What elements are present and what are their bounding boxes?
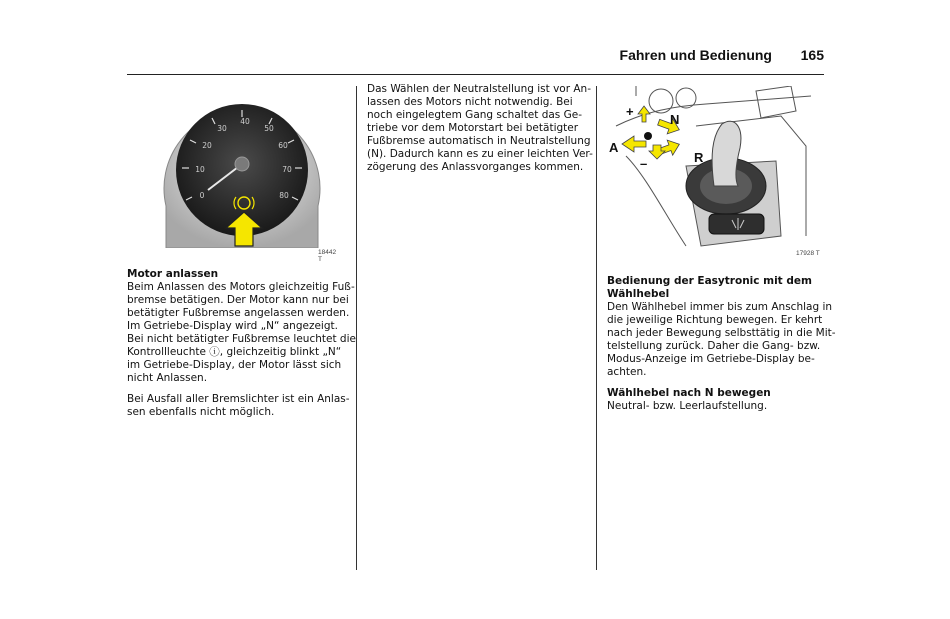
text-line: zögerung des Anlassvorganges kommen. <box>367 161 584 173</box>
gear-lever-illustration <box>606 86 826 252</box>
text-line: im Getriebe-Display, der Motor lässt sich <box>127 359 342 371</box>
section-heading: Motor anlassen <box>127 268 219 280</box>
text-line: Den Wählhebel immer bis zum Anschlag in <box>607 301 833 313</box>
figure-code: 18442 T <box>318 249 337 263</box>
text-line: bremse betätigen. Der Motor kann nur bei <box>127 294 349 306</box>
column-divider-right <box>596 86 597 570</box>
tick-label-40: 40 <box>240 117 250 126</box>
text-line: Das Wählen der Neutralstellung ist vor An- <box>367 83 591 95</box>
console-switch <box>709 214 764 234</box>
arrow-left-icon <box>622 136 646 152</box>
text-line: telstellung zurück. Daher die Gang- bzw. <box>607 340 821 352</box>
right-column <box>607 275 836 413</box>
arrow-up-icon <box>638 106 650 122</box>
label-minus: – <box>640 156 648 171</box>
tick-label-30: 30 <box>217 124 227 133</box>
text-line: die jeweilige Richtung bewegen. Er kehrt <box>607 314 823 326</box>
label-a: A <box>609 140 619 155</box>
tick-label-0: 0 <box>199 191 205 200</box>
text-line: noch eingelegtem Gang schaltet das Ge- <box>367 109 582 121</box>
text-line: triebe vor dem Motorstart bei betätigter <box>367 122 579 134</box>
tick-label-50: 50 <box>264 124 274 133</box>
text-line: Bei nicht betätigter Fußbremse leuchtet die <box>127 333 356 345</box>
text-line: lassen des Motors nicht notwendig. Bei <box>367 96 573 108</box>
tick-label-70: 70 <box>282 165 292 174</box>
text-line: betätigter Fußbremse angelassen werden. <box>127 307 350 319</box>
text-line: Fußbremse automatisch in Neutralstellung <box>367 135 591 147</box>
text-line: Im Getriebe-Display wird „N“ angezeigt. <box>127 320 338 332</box>
center-dot <box>644 132 652 140</box>
gear-lever-figure <box>606 86 826 262</box>
speedometer-figure <box>152 88 337 263</box>
label-n: N <box>670 112 680 127</box>
page-number: 165 <box>800 47 824 63</box>
text-line: nicht Anlassen. <box>127 372 208 384</box>
text-line: sen ebenfalls nicht möglich. <box>127 406 275 418</box>
text-line: Modus-Anzeige im Getriebe-Display be- <box>607 353 815 365</box>
text-line: Bei Ausfall aller Bremslichter ist ein Anlas- <box>127 393 350 405</box>
column-divider-left <box>356 86 357 570</box>
speedometer-illustration <box>152 88 332 248</box>
text-line: nach jeder Bewegung selbsttätig in die Mit- <box>607 327 836 339</box>
text-line: Kontrollleuchte ⓘ, gleichzeitig blinkt „N“ <box>127 346 342 358</box>
text-line: Neutral- bzw. Leerlaufstellung. <box>607 400 768 412</box>
figure-code: 17928 T <box>796 250 820 257</box>
text-line: (N). Dadurch kann es zu einer leichten Ver- <box>367 148 593 160</box>
gauge-hub <box>235 157 249 171</box>
page-title: Fahren und Bedienung <box>619 47 772 63</box>
label-plus: + <box>626 104 634 119</box>
section-heading: Wählhebel nach N bewegen <box>607 387 771 399</box>
left-column <box>127 268 356 419</box>
tick-label-80: 80 <box>279 191 289 200</box>
tick-label-60: 60 <box>278 141 288 150</box>
text-line: Beim Anlassen des Motors gleichzeitig Fuß- <box>127 281 355 293</box>
tick-label-20: 20 <box>202 141 212 150</box>
section-heading: Bedienung der Easytronic mit dem <box>607 275 812 287</box>
page-header <box>127 46 824 75</box>
section-heading: Wählhebel <box>607 288 670 300</box>
tick-label-10: 10 <box>195 165 205 174</box>
text-line: achten. <box>607 366 647 378</box>
middle-column <box>367 83 592 174</box>
label-r: R <box>694 150 704 165</box>
